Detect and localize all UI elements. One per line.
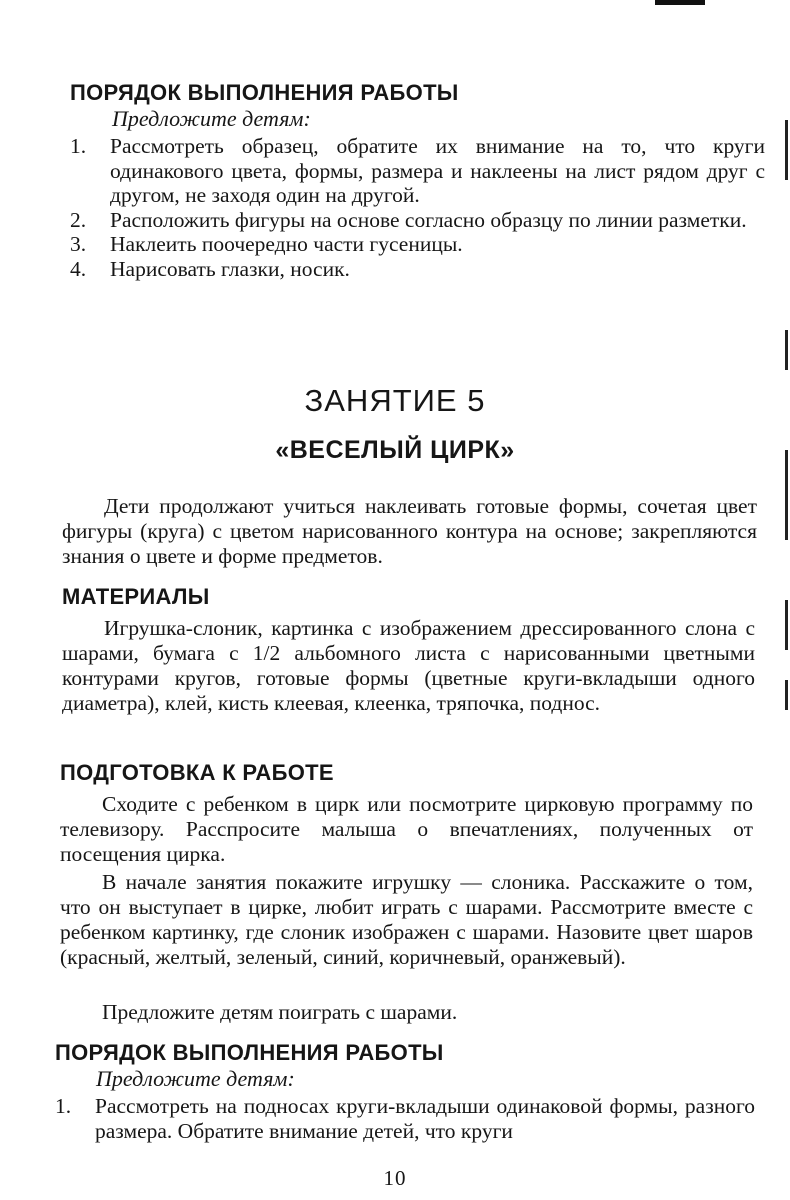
materials-heading: МАТЕРИАЛЫ: [62, 584, 210, 609]
section2-intro: Предложите детям:: [96, 1066, 295, 1091]
section1-intro: Предложите детям:: [112, 106, 311, 131]
lesson-title: «ВЕСЕЛЫЙ ЦИРК»: [275, 436, 515, 464]
scan-edge-mark: [785, 120, 788, 180]
materials-text: Игрушка-слоник, картинка с изображением дрессированного слона с шарами, бумага с 1/2 альбомного листа с нарисованными цветными контурами кругов, готовые формы (цветные круги-вкладыши одного диаметра), клей, кисть клеевая, клеенка, тряпочка, поднос.: [62, 616, 755, 715]
scan-edge-mark: [785, 600, 788, 650]
preparation-heading: ПОДГОТОВКА К РАБОТЕ: [60, 760, 334, 785]
scan-edge-mark: [785, 330, 788, 370]
lesson-number: ЗАНЯТИЕ 5: [304, 383, 486, 418]
list-item: 3. Наклеить поочередно части гусеницы.: [70, 232, 463, 256]
page-number: 10: [383, 1166, 407, 1190]
scan-edge-mark: [785, 680, 788, 710]
list-item: 4. Нарисовать глазки, носик.: [70, 256, 350, 281]
preparation-paragraph-2: В начале занятия покажите игрушку — слоника. Расскажите о том, что он выступает в цирке, любит играть с шарами. Рассмотрите вместе с ребенком картинку, где слоник изображен с шарами. Назовите цвет шаров (красный, желтый, зеленый, синий, коричневый, оранжевый).: [60, 870, 753, 969]
section1-steps: [70, 134, 765, 281]
section2-steps: [55, 1094, 755, 1143]
preparation-paragraph-1: Сходите с ребенком в цирк или посмотрите цирковую программу по телевизору. Расспросите малыша о впечатлениях, полученных от посещения цирка.: [60, 792, 753, 866]
scan-edge-mark: [785, 450, 788, 540]
section2-heading: ПОРЯДОК ВЫПОЛНЕНИЯ РАБОТЫ: [55, 1040, 444, 1065]
intro-paragraph: Дети продолжают учиться наклеивать готовые формы, сочетая цвет фигуры (круга) с цветом нарисованного контура на основе; закрепляются знания о цвете и форме предметов.: [62, 494, 757, 568]
list-item: 2. Расположить фигуры на основе согласно образцу по линии разметки.: [70, 207, 747, 232]
list-item: 1. Рассмотреть на подносах круги-вкладыши одинаковой формы, разного размера. Обратите внимание детей, что круги: [55, 1094, 755, 1143]
list-item: 1. Рассмотреть образец, обратите их внимание на то, что круги одинакового цвета, формы, размера и наклеены на лист рядом друг с другом, не заходя один на другой.: [70, 134, 765, 207]
section1-heading: ПОРЯДОК ВЫПОЛНЕНИЯ РАБОТЫ: [70, 80, 459, 105]
corner-scan-mark: [655, 0, 705, 5]
preparation-paragraph-3: Предложите детям поиграть с шарами.: [102, 1000, 458, 1024]
